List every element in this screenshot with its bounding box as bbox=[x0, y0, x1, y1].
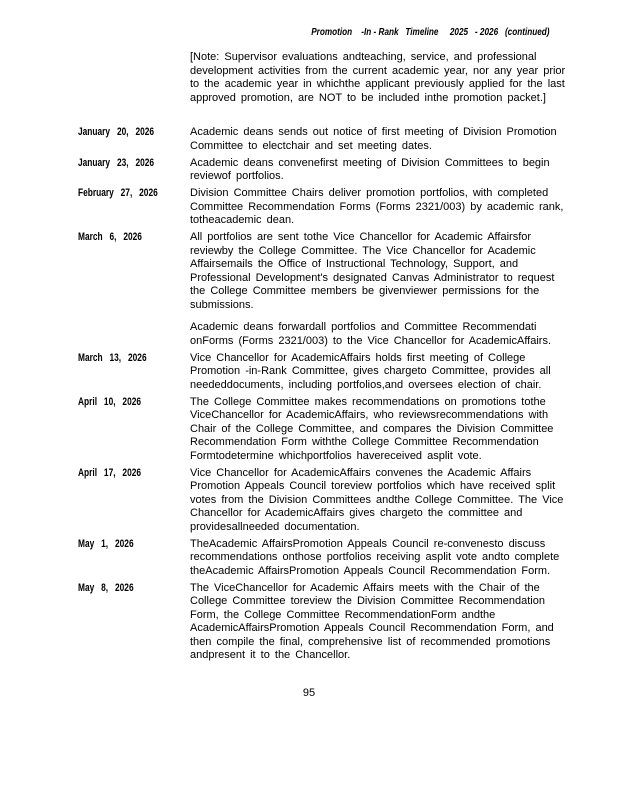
entry-paragraph: The ViceChancellor for Academic Affairs meets with the Chair of the College Committee toreview the Division Committee Recommendation Form, the College Committee RecommendationForm andthe AcademicAffairsPromotion Appeals Council Recommendation Form, and then compile the final, comprehensive list of recommended promotions andpresent it to the Chancellor. bbox=[190, 581, 554, 661]
entry-date: May 1, 2026 bbox=[78, 537, 134, 550]
entry-paragraph: Academic deans forwardall portfolios and Committee Recommendati onForms (Forms 2321/003) to the Vice Chancellor for AcademicAffairs. bbox=[190, 321, 552, 347]
entry-paragraph: TheAcademic AffairsPromotion Appeals Council re-convenesto discuss recommendations onthose portfolios receiving asplit vote andto complete theAcademic AffairsPromotion Appeals Council Recommendation Form. bbox=[190, 537, 560, 577]
entry-body bbox=[190, 538, 565, 579]
entry-date: April 10, 2026 bbox=[78, 395, 142, 408]
entry-date: April 17, 2026 bbox=[78, 466, 142, 479]
entry-paragraph: All portfolios are sent tothe Vice Chancellor for Academic Affairsfor reviewby the College Committee. The Vice Chancellor for Academic Affairsemails the Office of Instructional Technology, Support, and Professional Development's designated Canvas Administrator to request the College Committee members be givenviewer permissions for the submissions. bbox=[190, 231, 555, 311]
timeline bbox=[78, 126, 565, 663]
timeline-entry bbox=[78, 231, 565, 348]
entry-date: May 8, 2026 bbox=[78, 581, 134, 594]
timeline-entry bbox=[78, 187, 565, 228]
entry-date: March 6, 2026 bbox=[78, 231, 142, 243]
entry-date: January 23, 2026 bbox=[78, 156, 155, 169]
timeline-entry bbox=[78, 126, 565, 153]
entry-body bbox=[190, 582, 565, 663]
entry-paragraph: The College Committee makes recommendations on promotions tothe ViceChancellor for AcademicAffairs, who reviewsrecommendations with Chair of the College Committee, and compares the Division Committee Recommendation Form withthe College Committee Recommendation Formtodetermine whichportfolios havereceived asplit vote. bbox=[190, 395, 554, 462]
entry-paragraph: Division Committee Chairs deliver promotion portfolios, with completed Committee Recommendation Forms (Forms 2321/003) by academic rank, totheacademic dean. bbox=[190, 187, 564, 226]
entry-paragraph: Academic deans convenefirst meeting of Division Committees to begin reviewof portfolios. bbox=[190, 156, 550, 182]
entry-body bbox=[190, 467, 565, 535]
entry-date: February 27, 2026 bbox=[78, 187, 158, 199]
entry-body bbox=[190, 187, 565, 228]
entry-date: January 20, 2026 bbox=[78, 126, 155, 138]
entry-body bbox=[190, 396, 565, 464]
entry-body bbox=[190, 231, 565, 348]
entry-body bbox=[190, 352, 565, 393]
timeline-entry bbox=[78, 467, 565, 535]
entry-date: March 13, 2026 bbox=[78, 351, 147, 364]
timeline-entry bbox=[78, 157, 565, 184]
entry-paragraph: Vice Chancellor for AcademicAffairs holds first meeting of College Promotion -in-Rank Committee, gives chargeto Committee, provides all neededdocuments, including portfolios,and oversees election of chair. bbox=[190, 351, 551, 391]
entry-body bbox=[190, 157, 565, 184]
entry-body bbox=[190, 126, 565, 153]
timeline-entry bbox=[78, 582, 565, 663]
page-header: Promotion -In - Rank Timeline 2025 - 2026 (continued) bbox=[311, 26, 550, 38]
timeline-entry bbox=[78, 538, 565, 579]
entry-paragraph: Vice Chancellor for AcademicAffairs convenes the Academic Affairs Promotion Appeals Council toreview portfolios which have received split votes from the Division Committees andthe College Committee. The Vice Chancellor for AcademicAffairs gives chargeto the committee and providesallneeded documentation. bbox=[190, 466, 564, 533]
page-number: 95 bbox=[302, 687, 316, 699]
timeline-entry bbox=[78, 396, 565, 464]
entry-paragraph: Academic deans sends out notice of first meeting of Division Promotion Committee to electchair and set meeting dates. bbox=[190, 126, 557, 152]
timeline-entry bbox=[78, 352, 565, 393]
note-paragraph: [Note: Supervisor evaluations andteaching, service, and professional development activities from the current academic year, nor any year prior to the academic year in whichthe applicant previously applied for the last approved promotion, are NOT to be included inthe promotion packet.] bbox=[190, 51, 566, 104]
